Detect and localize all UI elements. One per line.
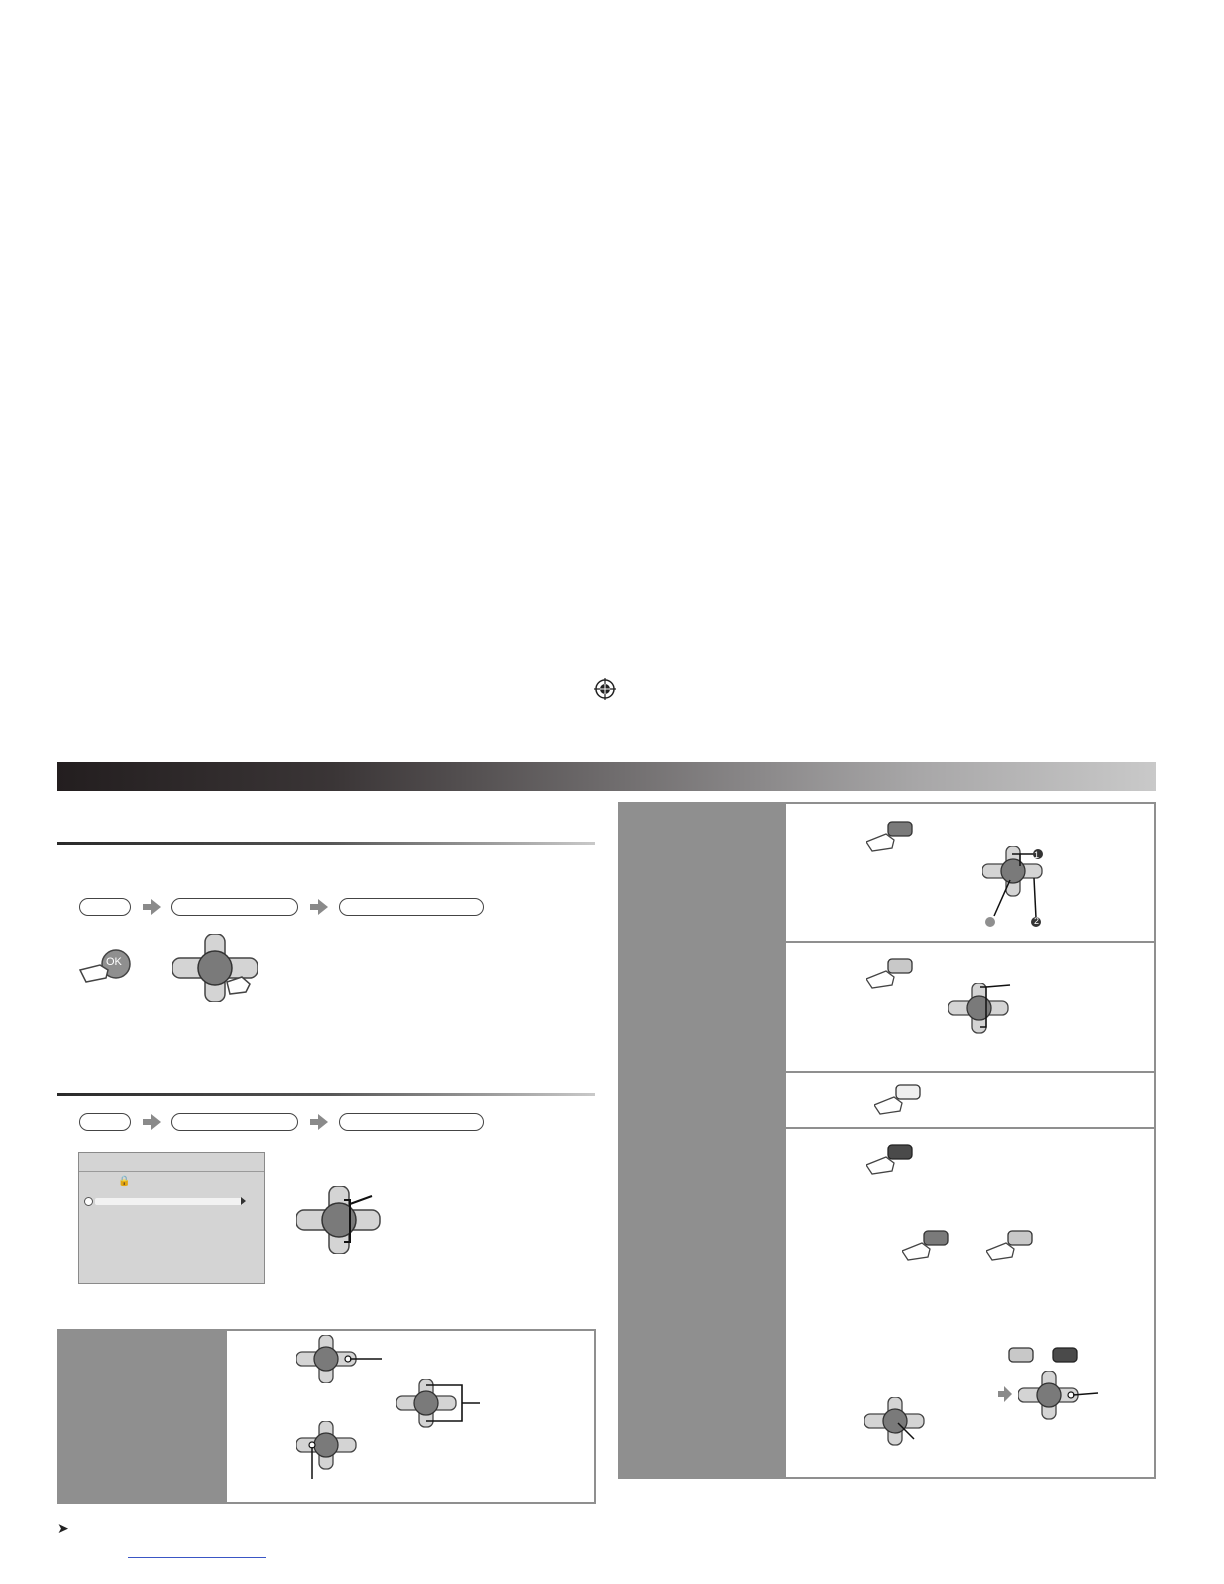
flow-step-2 <box>171 1113 298 1131</box>
dpad-icon[interactable] <box>296 1335 386 1383</box>
right-table <box>618 802 1156 1479</box>
flow-step-2 <box>171 898 298 916</box>
dpad-icon[interactable] <box>296 1421 366 1481</box>
flow-arrow-icon <box>998 1386 1012 1402</box>
dpad-icon[interactable] <box>864 1397 934 1453</box>
section2-rule <box>57 1093 595 1096</box>
right-row-2-body <box>785 942 1155 1072</box>
left-table-label <box>58 1330 226 1503</box>
right-row-1-label <box>619 803 785 942</box>
flow-step-1 <box>79 898 131 916</box>
color-button-press[interactable] <box>874 1083 924 1117</box>
dpad-icon[interactable] <box>948 983 1028 1035</box>
hand-icon <box>902 1243 930 1260</box>
registration-mark <box>594 678 616 700</box>
right-row-1-body <box>785 803 1155 942</box>
arrow-bullet-icon: ➤ <box>57 1520 69 1536</box>
color-button-press[interactable] <box>866 1143 916 1177</box>
ok-button-press[interactable] <box>78 948 138 988</box>
left-table-body <box>226 1330 595 1503</box>
hand-icon <box>866 834 894 851</box>
right-row-4-label <box>619 1128 785 1478</box>
section-banner <box>57 762 1156 791</box>
dpad-icon[interactable] <box>1018 1371 1108 1421</box>
dpad-icon[interactable] <box>982 846 1062 928</box>
link-underline[interactable] <box>128 1557 266 1558</box>
color-key-light <box>1008 1347 1034 1363</box>
flow-step-3 <box>339 898 484 916</box>
right-row-4-body <box>785 1128 1155 1478</box>
menu-screen <box>78 1152 265 1284</box>
flow-arrow-icon <box>318 899 328 915</box>
radio-icon <box>84 1197 93 1206</box>
color-button-press[interactable] <box>902 1229 952 1263</box>
menu-header <box>79 1153 264 1172</box>
color-button-press[interactable] <box>866 820 916 854</box>
ok-label: OK <box>106 956 122 968</box>
left-table <box>57 1329 596 1504</box>
right-row-3-body <box>785 1072 1155 1128</box>
flow-arrow-icon <box>318 1114 328 1130</box>
crosshair-icon <box>594 678 616 700</box>
flow-arrow-icon <box>151 899 161 915</box>
section1-rule <box>57 842 595 845</box>
flow-step-1 <box>79 1113 131 1131</box>
dpad-icon[interactable] <box>172 934 258 1002</box>
dpad-icon[interactable] <box>396 1379 486 1429</box>
hand-icon <box>80 965 108 982</box>
right-arrow-icon <box>241 1197 246 1205</box>
lock-icon: 🔒 <box>118 1176 131 1187</box>
right-row-2-label <box>619 942 785 1072</box>
color-key-dark <box>1052 1347 1078 1363</box>
hand-icon <box>874 1097 902 1114</box>
marker-1: 1 <box>1034 850 1040 860</box>
hand-icon <box>866 1157 894 1174</box>
marker-2: 2 <box>1034 916 1040 926</box>
menu-selected-row <box>95 1198 243 1205</box>
hand-icon <box>986 1243 1014 1260</box>
color-button-press[interactable] <box>866 957 916 991</box>
flow-step-3 <box>339 1113 484 1131</box>
hand-icon <box>866 971 894 988</box>
dpad-icon[interactable] <box>296 1186 386 1254</box>
right-row-3-label <box>619 1072 785 1128</box>
flow-arrow-icon <box>151 1114 161 1130</box>
hand-icon <box>227 977 250 994</box>
color-button-press[interactable] <box>986 1229 1036 1263</box>
